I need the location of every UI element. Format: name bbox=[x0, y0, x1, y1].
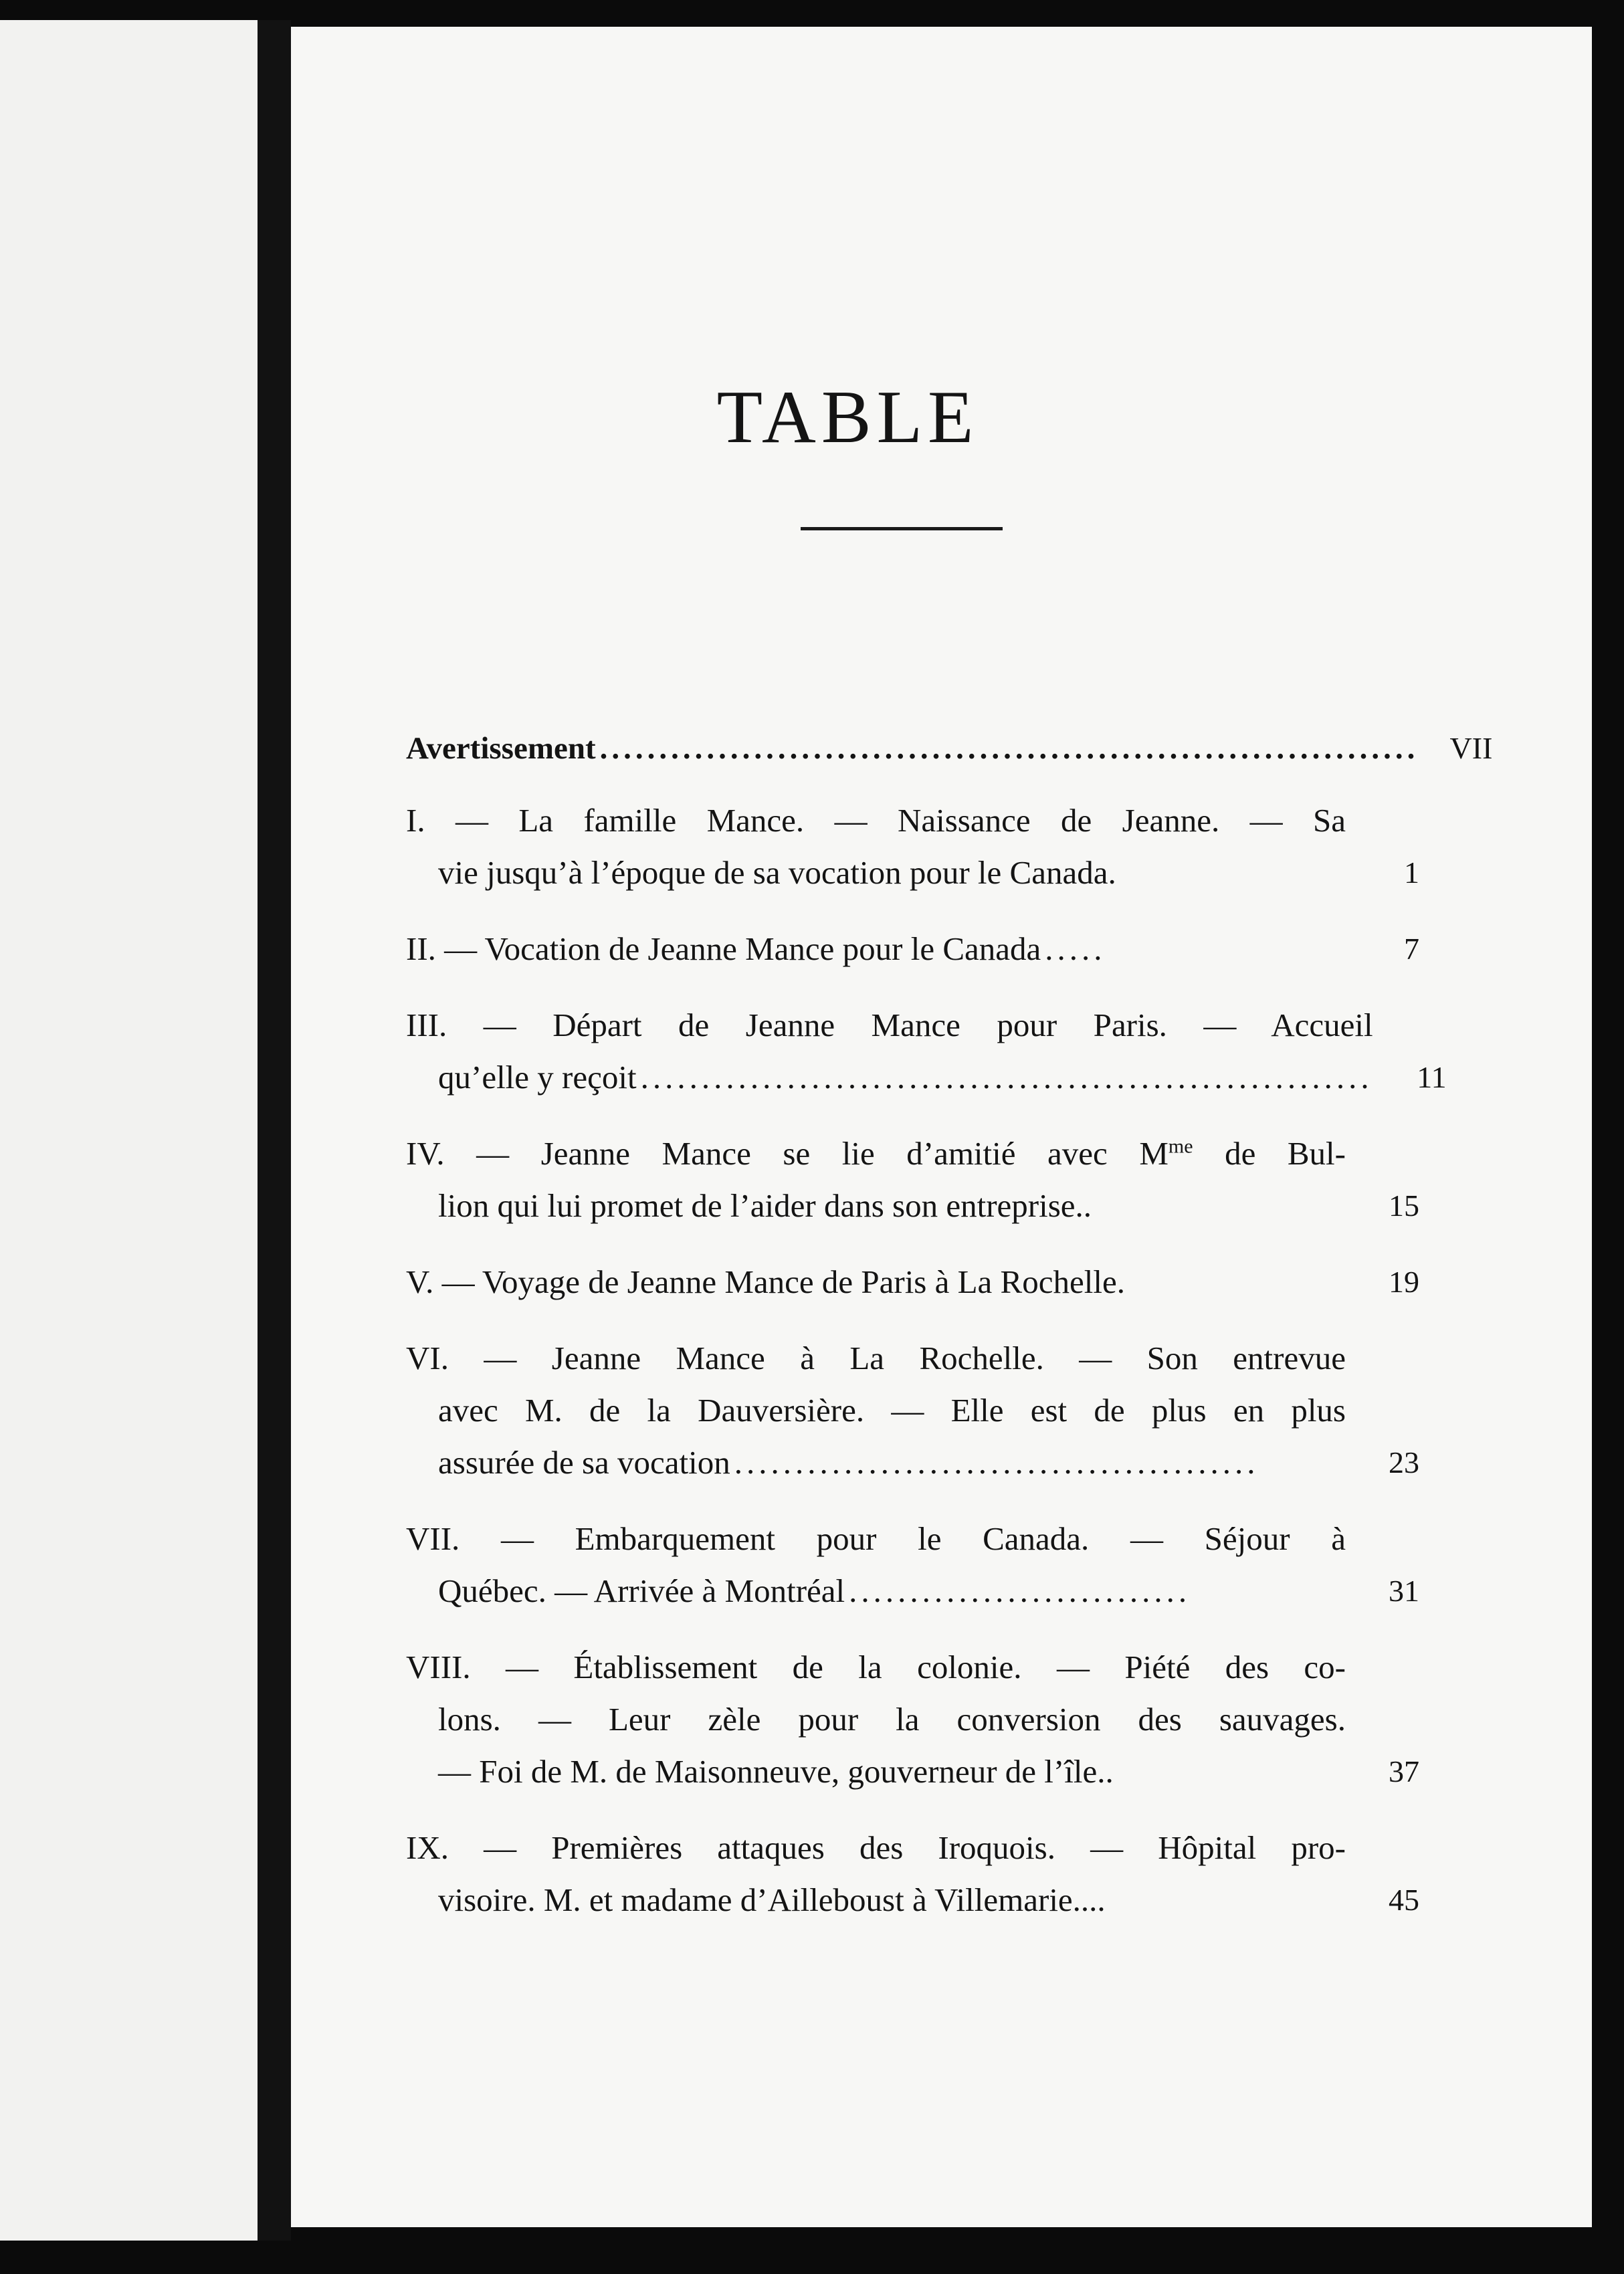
toc-page-number: 15 bbox=[1389, 1188, 1419, 1223]
title-rule bbox=[801, 527, 1003, 530]
toc-entry-line: VII. — Embarquement pour le Canada. — Séjour à bbox=[406, 1520, 1346, 1557]
toc-entry-chapter-6[interactable] bbox=[406, 1332, 1419, 1489]
toc-page-number: 37 bbox=[1389, 1754, 1419, 1788]
toc-entry-chapter-5[interactable] bbox=[406, 1256, 1419, 1308]
toc-entry-avertissement[interactable] bbox=[406, 722, 1493, 774]
toc-entry-text bbox=[406, 795, 1346, 899]
toc-entry-chapter-1[interactable] bbox=[406, 795, 1419, 899]
toc-entry-text bbox=[406, 1513, 1346, 1617]
toc-entry-line: — Foi de M. de Maisonneuve, gouverneur de l’île.. bbox=[438, 1753, 1114, 1790]
toc-page-number: 23 bbox=[1389, 1445, 1419, 1479]
toc-entry-line: II. — Vocation de Jeanne Mance pour le Canada bbox=[406, 930, 1041, 967]
toc-entry-line: IX. — Premières attaques des Iroquois. — Hôpital pro- bbox=[406, 1829, 1346, 1866]
toc-entry-line: assurée de sa vocation bbox=[438, 1444, 730, 1481]
dot-leader: ..... bbox=[1045, 930, 1106, 967]
toc-page-number: 31 bbox=[1389, 1574, 1419, 1608]
toc-entry-line: lons. — Leur zèle pour la conversion des sauvages. bbox=[438, 1701, 1346, 1738]
toc-entry-text bbox=[406, 1128, 1346, 1232]
toc-entry-line: lion qui lui promet de l’aider dans son entreprise.. bbox=[438, 1187, 1092, 1224]
toc-entry-line: VIII. — Établissement de la colonie. — Piété des co- bbox=[406, 1649, 1346, 1685]
toc-page-number: VII bbox=[1449, 731, 1493, 765]
dot-leader: ............................................................ bbox=[640, 1059, 1373, 1096]
toc-entry-text bbox=[406, 1332, 1346, 1489]
toc-entry-line: V. — Voyage de Jeanne Mance de Paris à La Rochelle. bbox=[406, 1263, 1125, 1300]
superscript-me: me bbox=[1168, 1135, 1193, 1158]
toc-entry-line: VI. — Jeanne Mance à La Rochelle. — Son entrevue bbox=[406, 1340, 1346, 1376]
toc-page-number: 45 bbox=[1389, 1883, 1419, 1917]
toc-entry-chapter-9[interactable] bbox=[406, 1822, 1419, 1926]
left-page-edge bbox=[0, 20, 259, 2241]
toc-entry-text bbox=[406, 1641, 1346, 1798]
dot-leader: ........................................... bbox=[734, 1444, 1259, 1481]
toc-entry-text bbox=[406, 1822, 1346, 1926]
book-spine bbox=[258, 20, 291, 2241]
toc-page-number: 19 bbox=[1389, 1265, 1419, 1299]
toc-entry-chapter-4[interactable] bbox=[406, 1128, 1419, 1232]
dot-leader: ..................................................................... bbox=[599, 731, 1419, 766]
toc-entry-text bbox=[406, 722, 1419, 774]
toc-page-number: 1 bbox=[1404, 855, 1419, 890]
toc-entry-line: IV. — Jeanne Mance se lie d’amitié avec $M^{me}$ de Bul- bbox=[406, 1135, 1346, 1172]
toc-entry-line: Québec. — Arrivée à Montréal bbox=[438, 1572, 845, 1609]
toc-page-number: 11 bbox=[1417, 1060, 1447, 1094]
dot-leader: ............................ bbox=[849, 1572, 1191, 1609]
toc-entry-line: qu’elle y reçoit bbox=[438, 1059, 637, 1096]
page-title: TABLE bbox=[716, 376, 979, 459]
toc-entry-line: avec M. de la Dauversière. — Elle est de plus en plus bbox=[438, 1392, 1346, 1429]
toc-entry-text bbox=[406, 999, 1373, 1104]
toc-page-number: 7 bbox=[1404, 932, 1419, 966]
toc-entry-line: visoire. M. et madame d’Ailleboust à Villemarie.... bbox=[438, 1881, 1106, 1918]
toc-entry-chapter-2[interactable] bbox=[406, 923, 1419, 975]
toc-entry-chapter-7[interactable] bbox=[406, 1513, 1419, 1617]
toc-entry-text bbox=[406, 1256, 1346, 1308]
toc-entry-text bbox=[406, 923, 1346, 975]
table-of-contents bbox=[406, 722, 1493, 1950]
toc-entry-line: I. — La famille Mance. — Naissance de Jeanne. — Sa bbox=[406, 802, 1346, 839]
toc-entry-chapter-3[interactable] bbox=[406, 999, 1447, 1104]
toc-entry-line: vie jusqu’à l’époque de sa vocation pour le Canada. bbox=[438, 854, 1116, 891]
toc-entry-line: III. — Départ de Jeanne Mance pour Paris. — Accueil bbox=[406, 1007, 1373, 1043]
right-page bbox=[291, 27, 1592, 2227]
toc-entry-chapter-8[interactable] bbox=[406, 1641, 1419, 1798]
toc-entry-line: Avertissement bbox=[406, 731, 596, 766]
